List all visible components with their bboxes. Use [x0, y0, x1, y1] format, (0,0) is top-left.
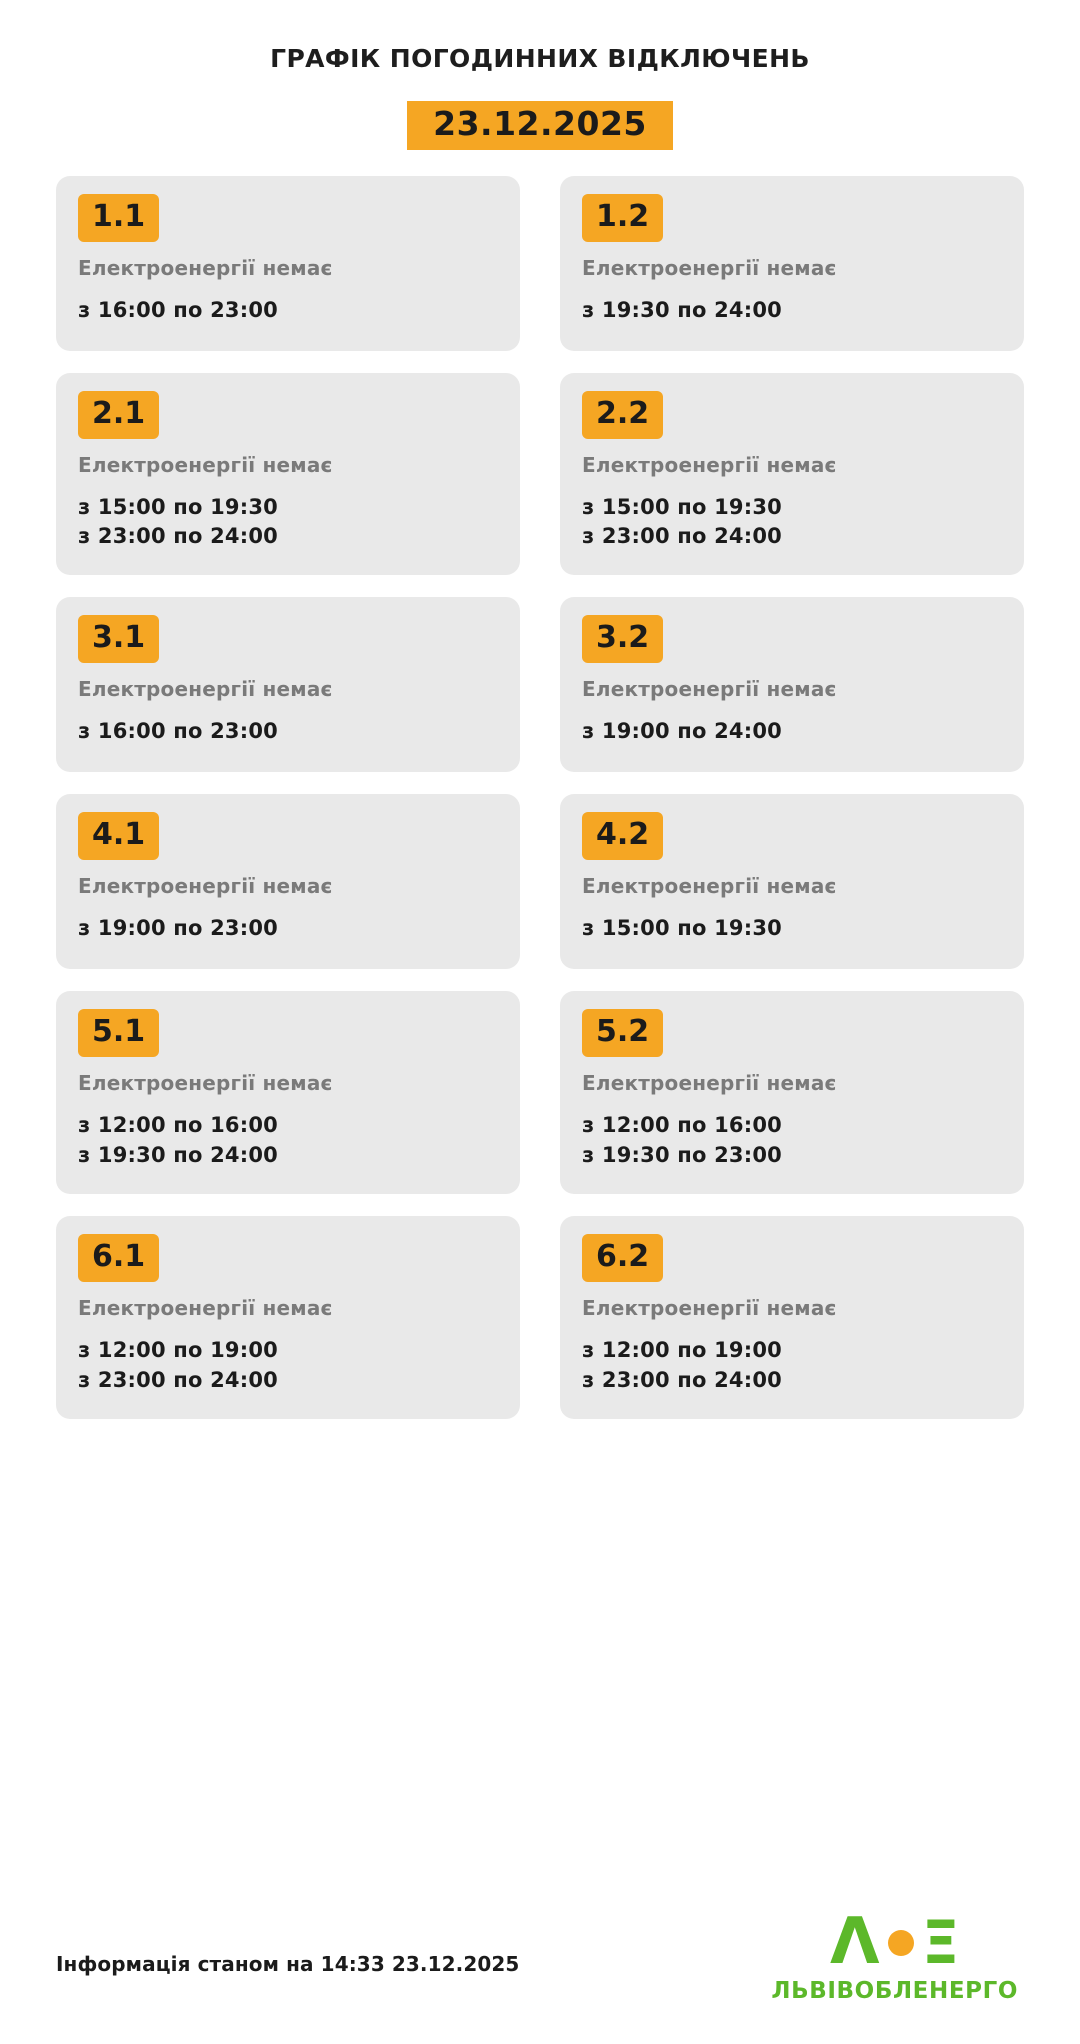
date-badge-container [56, 101, 1024, 150]
interval-item: з 12:00 по 16:00 [78, 1113, 278, 1138]
group-intervals [78, 296, 498, 325]
interval-item: з 19:30 по 24:00 [582, 297, 782, 322]
group-status-text: Електроенергії немає [582, 452, 837, 477]
schedule-date-badge: 23.12.2025 [407, 101, 673, 150]
interval-item: з 15:00 по 19:30 [582, 916, 782, 941]
interval-item: з 23:00 по 24:00 [582, 1367, 782, 1392]
group-card-6-2 [560, 1216, 1024, 1419]
group-status-text: Електроенергії немає [582, 677, 837, 702]
group-card-2-2 [560, 373, 1024, 576]
group-card-3-2 [560, 597, 1024, 772]
group-cell [560, 991, 1024, 1216]
group-cell [56, 991, 520, 1216]
group-intervals [78, 493, 498, 552]
interval-item: з 15:00 по 19:30 [78, 494, 278, 519]
interval-item: з 19:30 по 24:00 [78, 1142, 278, 1167]
group-card-6-1 [56, 1216, 520, 1419]
group-id-badge: 1.2 [582, 194, 663, 242]
group-status-text: Електроенергії немає [582, 255, 837, 280]
group-id-badge: 4.1 [78, 812, 159, 860]
group-status-text: Електроенергії немає [78, 874, 333, 899]
xi-icon: Ξ [921, 1908, 960, 1979]
interval-item: з 12:00 по 19:00 [582, 1338, 782, 1363]
group-cell [56, 794, 520, 991]
group-cell [560, 597, 1024, 794]
group-intervals [78, 914, 498, 943]
lambda-icon: Λ [829, 1905, 880, 1980]
interval-item: з 12:00 по 16:00 [582, 1113, 782, 1138]
page-title: ГРАФІК ПОГОДИННИХ ВІДКЛЮЧЕНЬ [270, 44, 810, 73]
group-status-text: Електроенергії немає [78, 1071, 333, 1096]
group-id-badge: 2.1 [78, 391, 159, 439]
group-cell [560, 794, 1024, 991]
group-status-text: Електроенергії немає [78, 452, 333, 477]
group-cell [560, 373, 1024, 598]
group-status-text: Електроенергії немає [582, 1071, 837, 1096]
group-card-2-1 [56, 373, 520, 576]
group-intervals [582, 914, 1002, 943]
group-id-badge: 5.2 [582, 1009, 663, 1057]
group-id-badge: 6.2 [582, 1234, 663, 1282]
group-intervals [582, 493, 1002, 552]
interval-item: з 19:00 по 23:00 [78, 916, 278, 941]
group-intervals [78, 717, 498, 746]
group-intervals [582, 1111, 1002, 1170]
company-logo [771, 1905, 1024, 2004]
group-cell [560, 176, 1024, 373]
group-id-badge: 2.2 [582, 391, 663, 439]
group-card-3-1 [56, 597, 520, 772]
group-card-4-2 [560, 794, 1024, 969]
group-id-badge: 4.2 [582, 812, 663, 860]
interval-item: з 16:00 по 23:00 [78, 719, 278, 744]
interval-item: з 19:00 по 24:00 [582, 719, 782, 744]
group-intervals [582, 1336, 1002, 1395]
interval-item: з 15:00 по 19:30 [582, 494, 782, 519]
group-intervals [582, 717, 1002, 746]
group-cell [56, 176, 520, 373]
group-intervals [78, 1336, 498, 1395]
group-intervals [78, 1111, 498, 1170]
interval-item: з 19:30 по 23:00 [582, 1142, 782, 1167]
group-card-1-1 [56, 176, 520, 351]
group-card-4-1 [56, 794, 520, 969]
group-status-text: Електроенергії немає [78, 677, 333, 702]
group-cell [56, 1216, 520, 1441]
group-cell [560, 1216, 1024, 1441]
info-timestamp: Інформація станом на 14:33 23.12.2025 [56, 1952, 520, 1976]
logo-mark [829, 1905, 960, 1980]
group-intervals [582, 296, 1002, 325]
groups-grid [56, 176, 1024, 1441]
group-card-5-1 [56, 991, 520, 1194]
group-status-text: Електроенергії немає [582, 874, 837, 899]
group-status-text: Електроенергії немає [78, 255, 333, 280]
footer [56, 1905, 1024, 2044]
group-id-badge: 3.2 [582, 615, 663, 663]
interval-item: з 12:00 по 19:00 [78, 1338, 278, 1363]
interval-item: з 23:00 по 24:00 [582, 524, 782, 549]
group-id-badge: 5.1 [78, 1009, 159, 1057]
group-cell [56, 597, 520, 794]
group-id-badge: 3.1 [78, 615, 159, 663]
group-cell [56, 373, 520, 598]
group-id-badge: 1.1 [78, 194, 159, 242]
group-card-1-2 [560, 176, 1024, 351]
interval-item: з 23:00 по 24:00 [78, 1367, 278, 1392]
group-status-text: Електроенергії немає [582, 1296, 837, 1321]
interval-item: з 23:00 по 24:00 [78, 524, 278, 549]
dot-icon [888, 1930, 914, 1956]
interval-item: з 16:00 по 23:00 [78, 297, 278, 322]
group-id-badge: 6.1 [78, 1234, 159, 1282]
logo-company-name: ЛЬВІВОБЛЕНЕРГО [771, 1978, 1018, 2004]
group-status-text: Електроенергії немає [78, 1296, 333, 1321]
group-card-5-2 [560, 991, 1024, 1194]
